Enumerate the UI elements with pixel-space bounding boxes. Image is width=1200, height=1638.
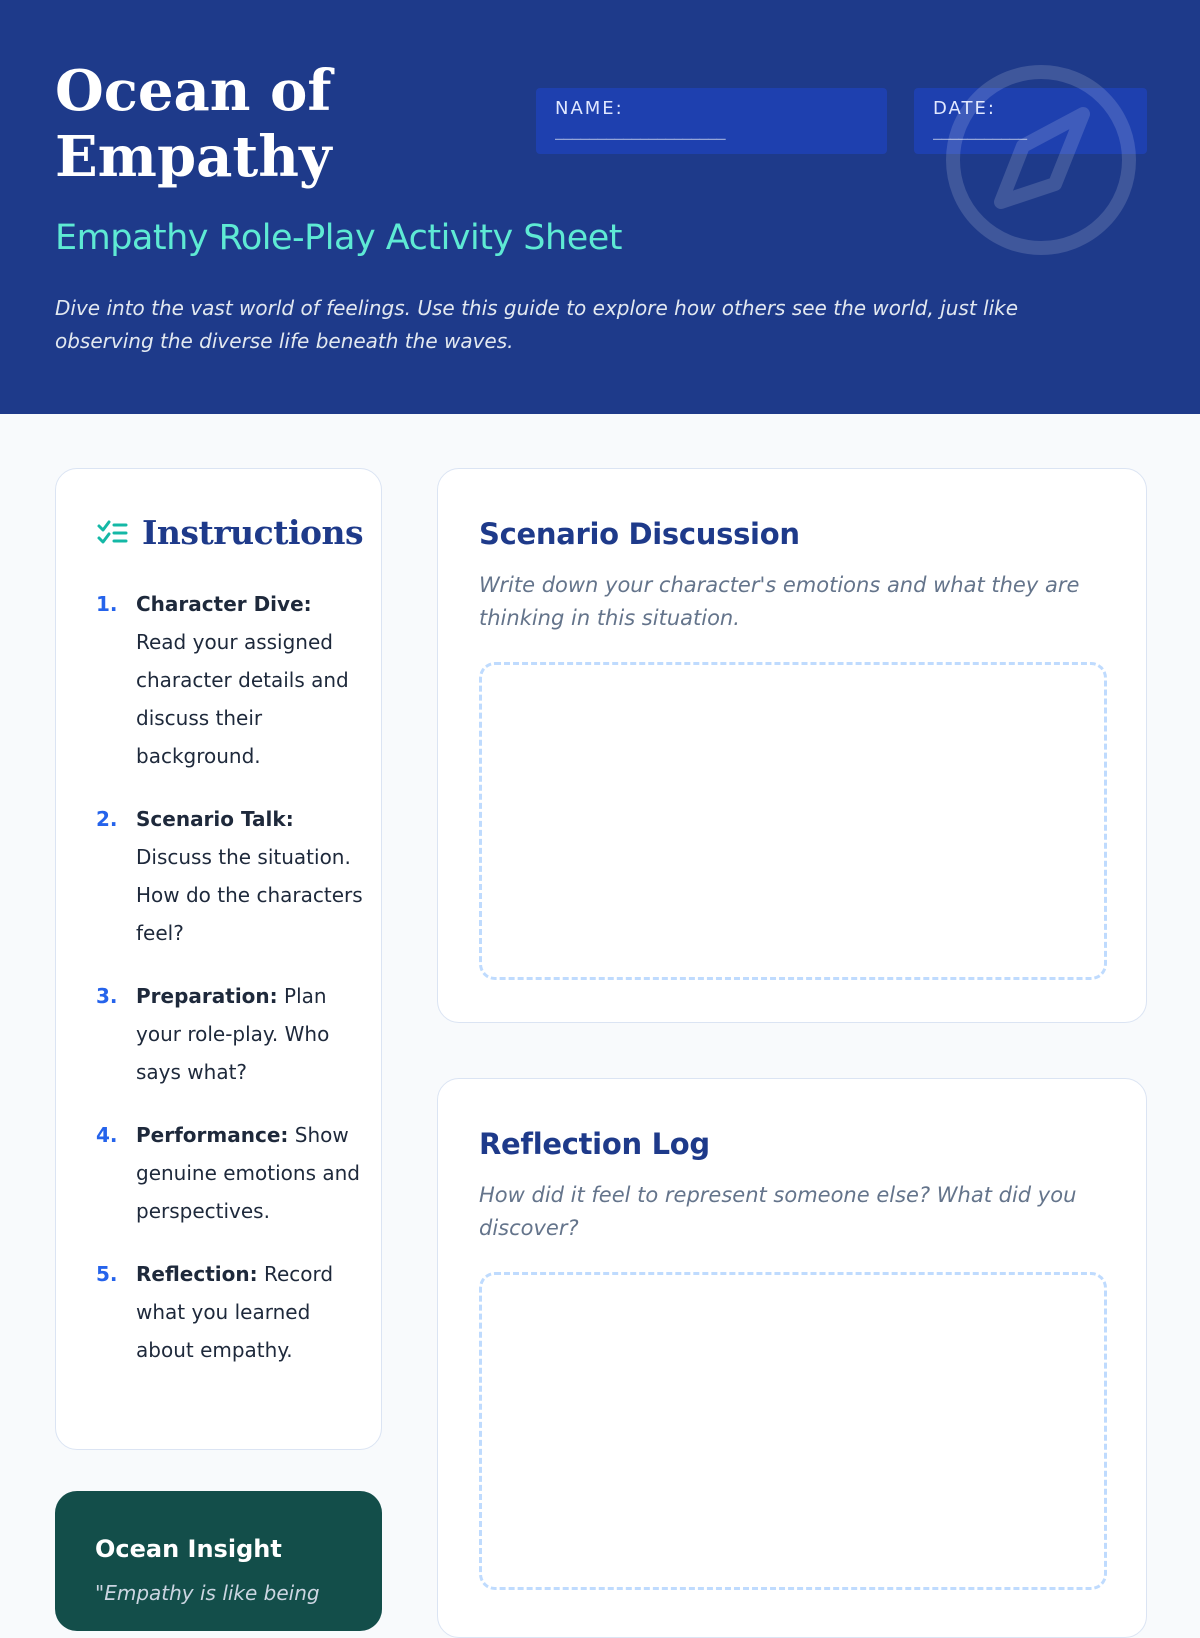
step-text: Record what you learned about empathy.: [136, 1262, 334, 1362]
reflection-answer-area[interactable]: [479, 1272, 1107, 1590]
step-number: 1.: [96, 592, 118, 616]
step-label: Preparation:: [136, 984, 278, 1008]
step-text: Discuss the situation. How do the characters feel?: [136, 845, 363, 945]
step-label: Reflection:: [136, 1262, 258, 1286]
scenario-answer-area[interactable]: [479, 662, 1107, 980]
instructions-card: [55, 468, 382, 1450]
instructions-header: [96, 513, 363, 552]
reflection-title: Reflection Log: [479, 1127, 710, 1161]
step-label: Character Dive:: [136, 592, 312, 616]
instruction-step: [96, 585, 366, 775]
page-header: [0, 0, 1200, 414]
date-label: DATE:: [933, 98, 996, 119]
intro-text: Dive into the vast world of feelings. Use this guide to explore how others see the world, just like observing the diverse life beneath the waves.: [55, 296, 1019, 353]
step-label: Scenario Talk:: [136, 807, 294, 831]
compass-icon: [943, 62, 1139, 258]
instruction-step: [96, 1116, 366, 1230]
scenario-discussion-card: [437, 468, 1147, 1023]
step-text: Read your assigned character details and discuss their background.: [136, 630, 349, 768]
step-number: 2.: [96, 807, 118, 831]
name-field[interactable]: [536, 88, 887, 154]
step-text: Show genuine emotions and perspectives.: [136, 1123, 360, 1223]
scenario-title: Scenario Discussion: [479, 517, 800, 551]
page-title: Ocean of Empathy: [55, 58, 332, 190]
step-number: 5.: [96, 1262, 118, 1286]
ocean-insight-card: [55, 1491, 382, 1631]
insight-title: Ocean Insight: [95, 1535, 282, 1563]
instruction-step: [96, 1255, 366, 1369]
step-text: Plan your role-play. Who says what?: [136, 984, 330, 1084]
step-label: Performance:: [136, 1123, 289, 1147]
instruction-step: [96, 977, 366, 1091]
name-line: ____________________: [555, 120, 725, 141]
checklist-icon: [96, 518, 128, 548]
reflection-prompt: How did it feel to represent someone else? What did you discover?: [479, 1183, 1077, 1240]
insight-quote: "Empathy is like being: [95, 1581, 320, 1605]
date-line: ___________: [933, 120, 1027, 141]
instructions-list: [96, 585, 366, 1394]
reflection-log-card: [437, 1078, 1147, 1638]
page-subtitle: Empathy Role-Play Activity Sheet: [55, 218, 622, 258]
name-label: NAME:: [555, 98, 624, 119]
scenario-prompt: Write down your character's emotions and what they are thinking in this situation.: [479, 573, 1080, 630]
step-number: 4.: [96, 1123, 118, 1147]
instructions-title: Instructions: [142, 513, 364, 552]
step-number: 3.: [96, 984, 118, 1008]
instruction-step: [96, 800, 366, 952]
